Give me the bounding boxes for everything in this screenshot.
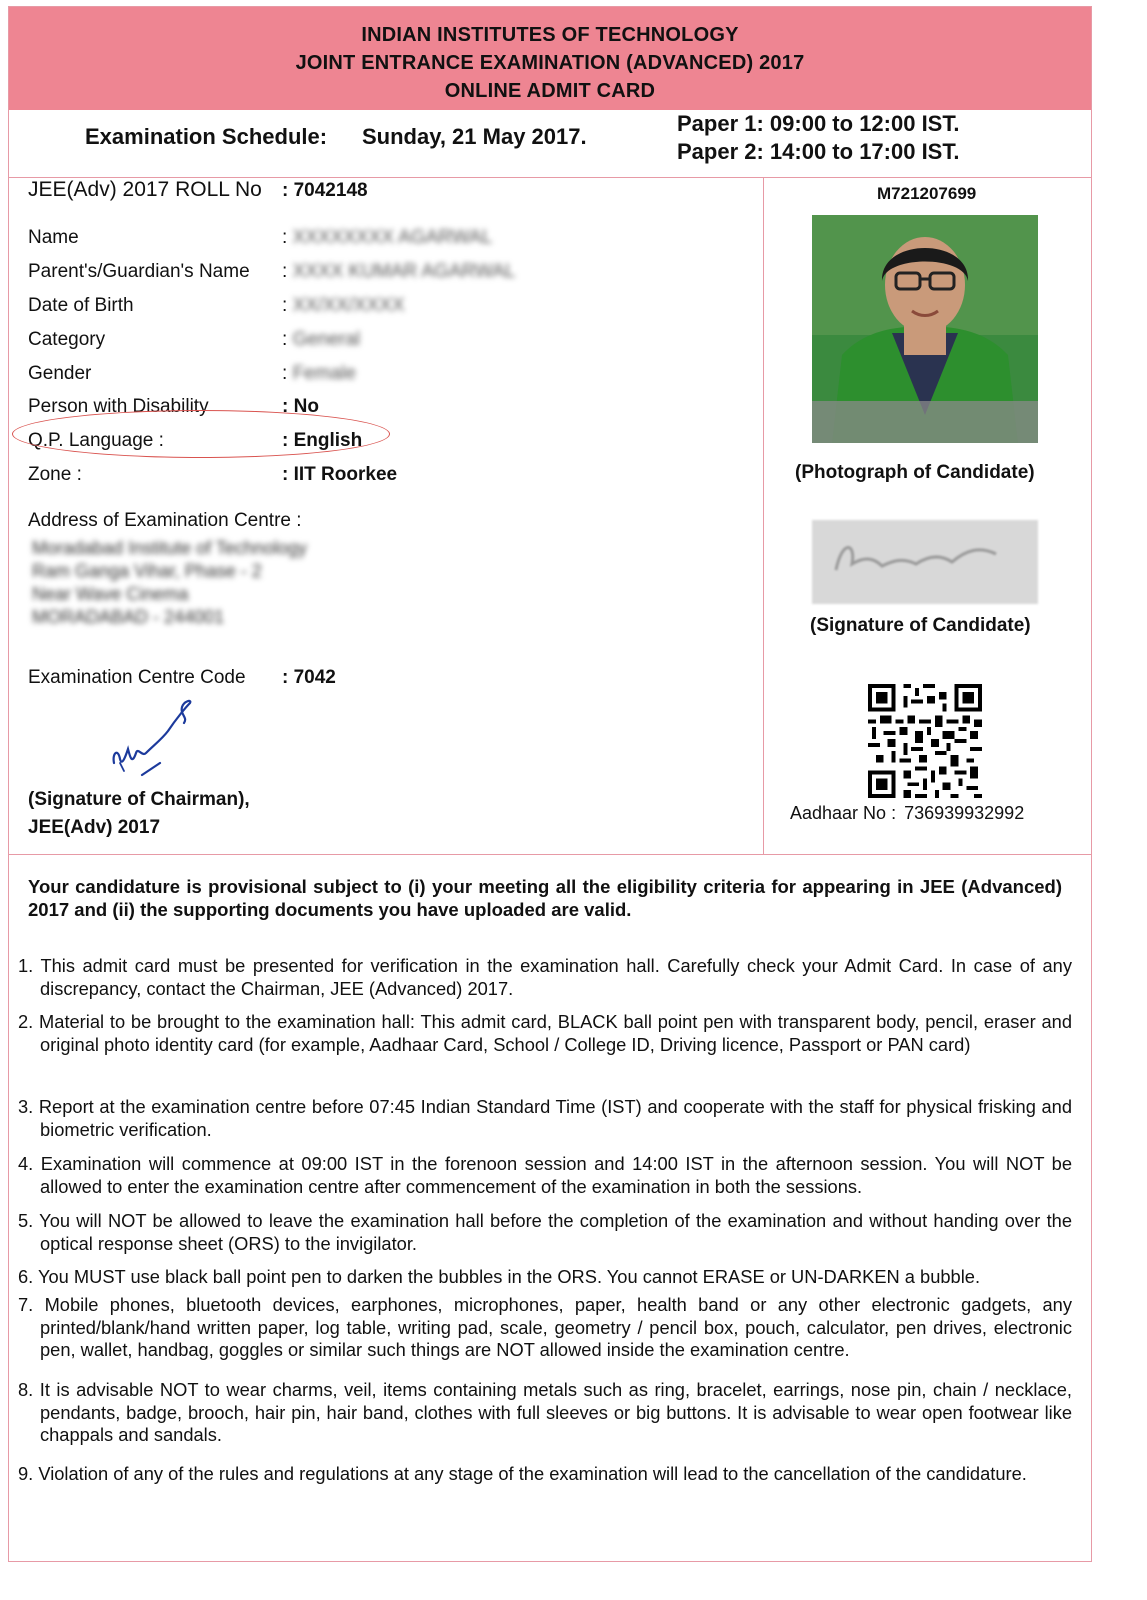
instruction-item: 7. Mobile phones, bluetooth devices, earphones, microphones, paper, health band or any other electronic gadgets, any printed/blank/hand written paper, log table, writing pad, scale, geometry / pencil box, pouch, calculator, pen drives, electronic pen, wallet, handbag, goggles or similar such things are NOT allowed inside the examination centre.	[18, 1294, 1072, 1361]
address-line: MORADABAD - 244001	[32, 607, 225, 627]
chairman-signature-image	[98, 693, 208, 788]
roll-label: JEE(Adv) 2017 ROLL No	[28, 178, 262, 201]
highlight-oval	[12, 410, 390, 458]
redacted-name: XXXXXXXX AGARWAL	[292, 227, 493, 248]
signature-caption: (Signature of Candidate)	[810, 615, 1031, 636]
redacted-category: General	[292, 329, 361, 350]
zone-value: : IIT Roorkee	[282, 464, 398, 485]
institute-title: INDIAN INSTITUTES OF TECHNOLOGY	[361, 24, 739, 46]
divider	[763, 177, 764, 854]
instruction-item: 6. You MUST use black ball point pen to darken the bubbles in the ORS. You cannot ERASE or UN-DARKEN a bubble.	[18, 1266, 981, 1287]
candidate-signature-image	[812, 520, 1038, 604]
candidate-photo-image	[812, 215, 1038, 443]
address-line: Near Wave Cinema	[32, 584, 189, 604]
card-title: ONLINE ADMIT CARD	[444, 80, 656, 102]
instruction-item: 5. You will NOT be allowed to leave the examination hall before the completion of the examination and without handing over the optical response sheet (ORS) to the invigilator.	[18, 1210, 1072, 1254]
category-value: : General	[282, 329, 361, 350]
redacted-guardian: XXXX KUMAR AGARWAL	[292, 261, 516, 282]
chairman-line2: JEE(Adv) 2017	[28, 817, 161, 838]
centre-code-label: Examination Centre Code	[28, 667, 246, 688]
provisional-note: Your candidature is provisional subject to (i) your meeting all the eligibility criteria for appearing in JEE (Advanced) 2017 and (ii) the supporting documents you have uploaded are valid.	[28, 876, 1062, 920]
admit-card-header	[9, 7, 1091, 110]
zone-label: Zone :	[28, 464, 82, 485]
instruction-item: 9. Violation of any of the rules and regulations at any stage of the examination will lead to the cancellation of the candidature.	[18, 1463, 1027, 1484]
application-code: M721207699	[877, 184, 977, 203]
qr-code	[868, 684, 982, 798]
centre-code-value: : 7042	[282, 667, 336, 688]
schedule-date: Sunday, 21 May 2017.	[362, 124, 587, 149]
chairman-caption	[28, 786, 250, 842]
exam-title: JOINT ENTRANCE EXAMINATION (ADVANCED) 2017	[295, 52, 805, 74]
instruction-item: 4. Examination will commence at 09:00 IST in the forenoon session and 14:00 IST in the afternoon session. You will NOT be allowed to enter the examination centre after commencement of the examination in both the sessions.	[18, 1153, 1072, 1197]
pwd-value: : No	[282, 396, 319, 417]
divider	[8, 854, 1092, 855]
gender-value: : Female	[282, 363, 356, 384]
instruction-item: 2. Material to be brought to the examination hall: This admit card, BLACK ball point pen with transparent body, pencil, eraser and original photo identity card (for example, Aadhaar Card, School / College ID, Driving licence, Passport or PAN card)	[18, 1011, 1072, 1055]
name-label: Name	[28, 227, 79, 248]
instruction-item: 8. It is advisable NOT to wear charms, veil, items containing metals such as ring, bracelet, earrings, nose pin, chain / necklace, pendants, badge, brooch, hair pin, hair band, clothes with full sleeves or big buttons. It is advisable to wear open footwear like chappals and sandals.	[18, 1379, 1072, 1446]
paper1-timing: Paper 1: 09:00 to 12:00 IST.	[677, 111, 960, 136]
redacted-dob: XX/XX/XXXX	[292, 295, 405, 316]
candidate-signature-box	[812, 520, 1038, 604]
dob-label: Date of Birth	[28, 295, 134, 316]
instruction-item: 3. Report at the examination centre before 07:45 Indian Standard Time (IST) and cooperate with the staff for physical frisking and biometric verification.	[18, 1096, 1072, 1140]
chairman-line1: (Signature of Chairman),	[28, 789, 250, 810]
paper-timings	[677, 110, 959, 166]
redacted-gender: Female	[292, 363, 356, 384]
address-label: Address of Examination Centre :	[28, 510, 302, 531]
name-value: : XXXXXXXX AGARWAL	[282, 227, 493, 248]
guardian-value: : XXXX KUMAR AGARWAL	[282, 261, 516, 282]
schedule-label: Examination Schedule:	[85, 124, 328, 149]
aadhaar-row	[790, 803, 1024, 824]
address-line: Ram Ganga Vihar, Phase - 2	[32, 561, 262, 581]
dob-value: : XX/XX/XXXX	[282, 295, 405, 316]
address-line: Moradabad Institute of Technology	[32, 538, 307, 558]
aadhaar-value: 736939932992	[904, 803, 1025, 823]
paper2-timing: Paper 2: 14:00 to 17:00 IST.	[677, 139, 960, 164]
language-value: : English	[282, 430, 363, 451]
pwd-label: Person with Disability	[28, 396, 209, 417]
address-block	[32, 537, 307, 629]
guardian-label: Parent's/Guardian's Name	[28, 261, 250, 282]
candidate-photo	[812, 215, 1038, 443]
aadhaar-label: Aadhaar No :	[790, 803, 897, 823]
language-label: Q.P. Language :	[28, 430, 164, 451]
category-label: Category	[28, 329, 106, 350]
photo-caption: (Photograph of Candidate)	[795, 462, 1035, 483]
instruction-item: 1. This admit card must be presented for verification in the examination hall. Carefully check your Admit Card. In case of any discrepancy, contact the Chairman, JEE (Advanced) 2017.	[18, 955, 1072, 999]
roll-value: : 7042148	[282, 180, 368, 201]
gender-label: Gender	[28, 363, 92, 384]
